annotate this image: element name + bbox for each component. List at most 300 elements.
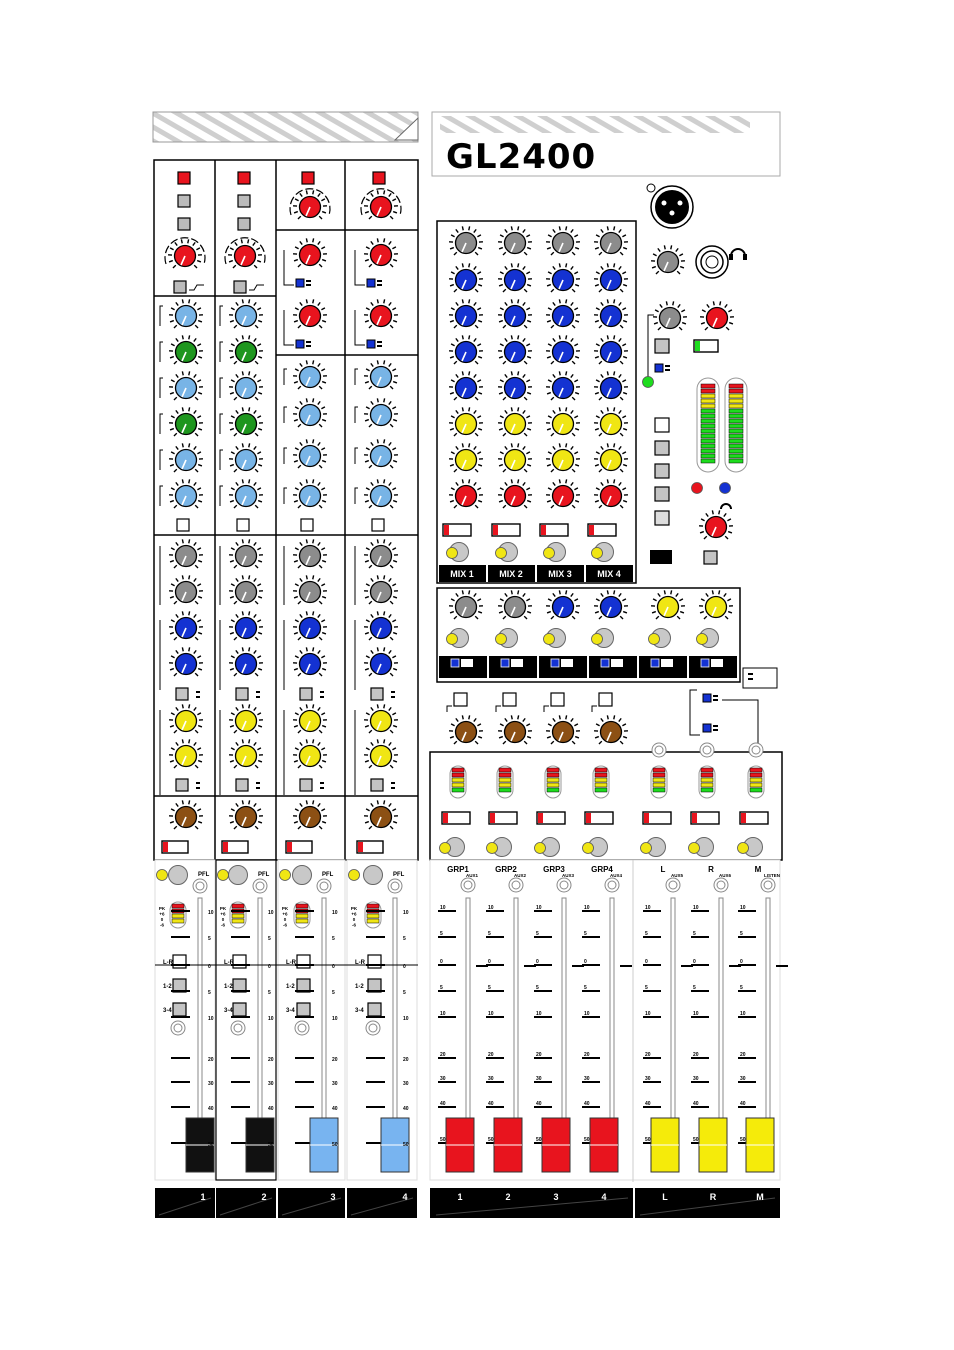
aux-master-knob-1[interactable] — [449, 590, 483, 619]
group-switch-6[interactable] — [691, 812, 719, 824]
mix3-knob-4[interactable] — [546, 335, 580, 364]
group-2-scale-label: 0 — [488, 959, 491, 965]
aux-master-route-1[interactable] — [439, 656, 487, 678]
ch3-aux-knob-1[interactable] — [293, 539, 327, 568]
phones-volume-knob[interactable] — [699, 510, 733, 539]
ch4-eq-knob-2[interactable] — [364, 398, 398, 427]
ch2-hpf-button[interactable] — [234, 281, 246, 293]
aux-master-route-2[interactable] — [489, 656, 537, 678]
ch1-eq-knob-2[interactable] — [169, 335, 203, 364]
mix1-knob-8[interactable] — [449, 479, 483, 508]
ch4-eq-in-button[interactable] — [372, 519, 384, 531]
group-4-socket — [605, 878, 619, 892]
ch4-eq-knob-4[interactable] — [364, 479, 398, 508]
ch2-eq-knob-3[interactable] — [229, 371, 263, 400]
ch1-gain-knob[interactable] — [165, 238, 205, 268]
ch4-aux-knob-5[interactable] — [364, 704, 398, 733]
group-3-scale-label: 5 — [536, 985, 539, 991]
group-led-1 — [440, 843, 451, 854]
ch2-pad-button[interactable] — [238, 195, 250, 207]
ch1-aux-knob-6[interactable] — [169, 739, 203, 768]
mix4-led — [592, 548, 603, 559]
ch1-eq-knob-3[interactable] — [169, 371, 203, 400]
mix3-knob-1[interactable] — [546, 226, 580, 255]
ch4-aux-pre-button-2[interactable] — [371, 779, 383, 791]
ch4-route-button-3[interactable] — [368, 1003, 381, 1016]
ch1-phase-button[interactable] — [178, 218, 190, 230]
ch2-scale-label: 10 — [268, 1016, 274, 1022]
mix2-led — [496, 548, 507, 559]
ch4-pfl-button[interactable] — [364, 866, 383, 885]
headphones-icon — [729, 249, 747, 260]
ch3-scale-label: 10 — [332, 910, 338, 916]
group-led-5 — [641, 843, 652, 854]
master-select-button-3[interactable] — [655, 464, 669, 478]
ch2-eq-knob-2[interactable] — [229, 335, 263, 364]
ch1-route-button-3[interactable] — [173, 1003, 186, 1016]
group-2-fader[interactable] — [494, 1118, 522, 1172]
ch4-aux-knob-4[interactable] — [364, 647, 398, 676]
aux-master-route-4[interactable] — [589, 656, 637, 678]
ch1-eq-knob-4[interactable] — [169, 407, 203, 436]
ch3-scale-label: 0 — [332, 964, 335, 970]
mix2-knob-6[interactable] — [498, 407, 532, 436]
ch3-eq-knob-4[interactable] — [293, 479, 327, 508]
ch3-label: 3 — [330, 1192, 336, 1202]
ch4-eq-knob-1[interactable] — [364, 360, 398, 389]
grp-pan-knob-1[interactable] — [449, 715, 483, 744]
ch1-mute-switch[interactable] — [162, 841, 188, 853]
ch4-aux-knob-2[interactable] — [364, 575, 398, 604]
ch3-eq-knob-3[interactable] — [293, 439, 327, 468]
aux-master-led-5 — [649, 634, 660, 645]
grp-assign-button-2[interactable] — [503, 693, 516, 706]
grp-pan-knob-4[interactable] — [594, 715, 628, 744]
ch2-aux-knob-4[interactable] — [229, 647, 263, 676]
master-select-button-1[interactable] — [655, 418, 669, 432]
ch3-scale-label: 5 — [332, 936, 335, 942]
ch4-meter — [365, 902, 381, 928]
ch3-pfl-label: PFL — [322, 872, 334, 878]
aux-master-route-5[interactable] — [639, 656, 687, 678]
group-3-scale-label: 10 — [536, 1011, 542, 1017]
mix2-switch[interactable] — [492, 524, 520, 536]
ch3-meter-label: +6 — [282, 911, 288, 917]
ch3-aux-knob-2[interactable] — [293, 575, 327, 604]
ch3-aux-pre-button-2[interactable] — [300, 779, 312, 791]
master-m-label: M — [754, 865, 762, 874]
ch3-route-button-1[interactable] — [297, 955, 310, 968]
ch4-scale-label: 50 — [403, 1142, 409, 1148]
ch2-route-button-3[interactable] — [233, 1003, 246, 1016]
ch2-aux-knob-3[interactable] — [229, 611, 263, 640]
ch3-route-label: L-R — [286, 960, 296, 966]
ch3-scale-label: 20 — [332, 1057, 338, 1063]
group-2-sub-label: AUX2 — [513, 873, 527, 878]
ch3-meter — [294, 902, 310, 928]
ch3-gain-knob-3[interactable] — [293, 299, 327, 328]
master-m-scale-label: 50 — [740, 1137, 746, 1143]
talkback-knob[interactable] — [653, 301, 687, 330]
ch4-route-label: L-R — [355, 960, 365, 966]
ch3-route-label: 1-2 — [286, 984, 295, 990]
ch3-eq-knob-1[interactable] — [293, 360, 327, 389]
ch3-meter-label: PK — [281, 906, 289, 911]
mix2-knob-1[interactable] — [498, 226, 532, 255]
mix2-knob-7[interactable] — [498, 443, 532, 472]
group-4-scale-label: 5 — [584, 985, 587, 991]
ch4-eq-knob-3[interactable] — [364, 439, 398, 468]
ch4-pan-knob[interactable] — [364, 800, 398, 829]
ch3-meter-label: -6 — [282, 922, 288, 928]
ch4-phantom-button[interactable] — [373, 172, 385, 184]
group-led-2 — [487, 843, 498, 854]
ch2-eq-knob-4[interactable] — [229, 407, 263, 436]
group-1-socket — [461, 878, 475, 892]
ch4-scale-label: 0 — [403, 964, 406, 970]
aux-master-route-3[interactable] — [539, 656, 587, 678]
master-r-scale-label: 20 — [693, 1052, 699, 1058]
ch3-route-button-3[interactable] — [297, 1003, 310, 1016]
aux-master-led-6 — [697, 634, 708, 645]
ch1-meter-label: -6 — [159, 922, 165, 928]
ch1-scale-label: 10 — [208, 910, 214, 916]
mix3-switch[interactable] — [540, 524, 568, 536]
mix1-knob-4[interactable] — [449, 335, 483, 364]
group-led-4 — [583, 843, 594, 854]
mix1-knob-7[interactable] — [449, 443, 483, 472]
mix1-led — [447, 548, 458, 559]
mix2-knob-2[interactable] — [498, 263, 532, 292]
ch1-eq-knob-5[interactable] — [169, 443, 203, 472]
ch4-gain-knob-2[interactable] — [364, 238, 398, 267]
mix3-knob-8[interactable] — [546, 479, 580, 508]
ch2-route-button-1[interactable] — [233, 955, 246, 968]
master-l-label: L — [660, 865, 666, 874]
mix4-knob-7[interactable] — [594, 443, 628, 472]
ch3-pfl-button[interactable] — [293, 866, 312, 885]
group-1-scale-label: 20 — [440, 1052, 446, 1058]
group-1-scale-label: 10 — [440, 1011, 446, 1017]
headphone-jack[interactable] — [696, 246, 728, 278]
grp-assign-button-1[interactable] — [454, 693, 467, 706]
group-1-fader[interactable] — [446, 1118, 474, 1172]
master-insert-2 — [700, 743, 714, 757]
ch3-mode-switch-2[interactable] — [296, 340, 311, 348]
master-l-scale-label: 50 — [645, 1137, 651, 1143]
ch2-gain-knob[interactable] — [225, 238, 265, 268]
mix2-knob-5[interactable] — [498, 371, 532, 400]
xlr-output-socket — [647, 184, 693, 228]
model-name: GL2400 — [446, 137, 597, 177]
group-meter-1 — [450, 766, 466, 798]
aux-master-led-2 — [496, 634, 507, 645]
ch4-gain-knob-3[interactable] — [364, 299, 398, 328]
ch1-aux-pre-button[interactable] — [176, 688, 188, 700]
ch1-aux-knob-1[interactable] — [169, 539, 203, 568]
ch1-scale-label: 5 — [208, 990, 211, 996]
ch4-route-label: 1-2 — [355, 984, 364, 990]
grp-assign-button-4[interactable] — [599, 693, 612, 706]
group-bottom-label: 3 — [553, 1192, 559, 1202]
ch2-aux-knob-6[interactable] — [229, 739, 263, 768]
mix1-knob-3[interactable] — [449, 299, 483, 328]
master-r-fader[interactable] — [699, 1118, 727, 1172]
mix1-knob-2[interactable] — [449, 263, 483, 292]
group-3-socket — [557, 878, 571, 892]
ch2-aux-knob-1[interactable] — [229, 539, 263, 568]
group-4-scale-label: 0 — [584, 959, 587, 965]
master-select-button-4[interactable] — [655, 487, 669, 501]
ch3-gain-knob[interactable] — [290, 189, 330, 219]
mix4-knob-2[interactable] — [594, 263, 628, 292]
grp-assign-button-3[interactable] — [551, 693, 564, 706]
ch1-aux-knob-2[interactable] — [169, 575, 203, 604]
ch3-aux-knob-4[interactable] — [293, 647, 327, 676]
ch2-pfl-button[interactable] — [229, 866, 248, 885]
group-switch-4[interactable] — [585, 812, 613, 824]
group-2-socket — [509, 878, 523, 892]
ch1-eq-in-button[interactable] — [177, 519, 189, 531]
master-l-scale-label: 10 — [645, 1011, 651, 1017]
aux-master-knob-5[interactable] — [651, 590, 685, 619]
aux-master-knob-3[interactable] — [546, 590, 580, 619]
group-4-scale-label: 50 — [584, 1137, 590, 1143]
group-1-scale-label: 10 — [440, 905, 446, 911]
ch2-eq-in-button[interactable] — [237, 519, 249, 531]
mix1-knob-1[interactable] — [449, 226, 483, 255]
ch3-scale-label: 50 — [332, 1142, 338, 1148]
ch1-pan-knob[interactable] — [169, 800, 203, 829]
mix4-knob-5[interactable] — [594, 371, 628, 400]
ch2-scale-label: 5 — [268, 990, 271, 996]
group-led-6 — [689, 843, 700, 854]
group-4-scale-label: 20 — [584, 1052, 590, 1058]
ch3-route-label: 3-4 — [286, 1008, 295, 1014]
master-r-label: R — [708, 865, 714, 874]
aux-master-knob-2[interactable] — [498, 590, 532, 619]
ch4-scale-label: 5 — [403, 936, 406, 942]
power-led — [643, 377, 654, 388]
ch2-eq-knob-5[interactable] — [229, 443, 263, 472]
ch1-pfl-button[interactable] — [169, 866, 188, 885]
ch1-pfl-label: PFL — [198, 872, 210, 878]
group-1-scale-label: 5 — [440, 985, 443, 991]
group-2-scale-label: 10 — [488, 905, 494, 911]
ch2-route-label: 3-4 — [224, 1008, 233, 1014]
ch3-scale-label: 30 — [332, 1081, 338, 1087]
ch3-aux-pre-button[interactable] — [300, 688, 312, 700]
ch4-aux-knob-3[interactable] — [364, 611, 398, 640]
left-banner — [153, 112, 418, 142]
mix1-knob-5[interactable] — [449, 371, 483, 400]
group-switch-3[interactable] — [537, 812, 565, 824]
listen-button[interactable] — [704, 551, 717, 564]
aux-master-route-6[interactable] — [689, 656, 737, 678]
master-r-scale-label: 0 — [693, 959, 696, 965]
ch3-aux-knob-3[interactable] — [293, 611, 327, 640]
ch2-label: 2 — [261, 1192, 267, 1202]
left-peak-led — [692, 483, 703, 494]
talkback-route[interactable] — [655, 364, 670, 372]
ch4-route-button-1[interactable] — [368, 955, 381, 968]
ch1-route-button-1[interactable] — [173, 955, 186, 968]
ch1-aux-knob-5[interactable] — [169, 704, 203, 733]
ch1-aux-knob-4[interactable] — [169, 647, 203, 676]
ch1-fader-bottom-socket — [171, 1021, 185, 1035]
group-switch-1[interactable] — [442, 812, 470, 824]
mix4-knob-4[interactable] — [594, 335, 628, 364]
ch1-aux-pre-button-2[interactable] — [176, 779, 188, 791]
ch2-pan-knob[interactable] — [229, 800, 263, 829]
ch3-gain-knob-2[interactable] — [293, 238, 327, 267]
master-l-fader[interactable] — [651, 1118, 679, 1172]
master-select-button-2[interactable] — [655, 441, 669, 455]
ch2-phase-button[interactable] — [238, 218, 250, 230]
ch3-mode-switch-1[interactable] — [296, 279, 311, 287]
mix3-knob-5[interactable] — [546, 371, 580, 400]
ch4-aux-pre-button[interactable] — [371, 688, 383, 700]
mono-button[interactable] — [650, 550, 672, 564]
ch2-aux-knob-5[interactable] — [229, 704, 263, 733]
master-bottom-label: R — [709, 1192, 717, 1202]
ch4-mode-switch-2[interactable] — [367, 340, 382, 348]
ch2-mute-switch[interactable] — [222, 841, 248, 853]
power-switch[interactable] — [694, 340, 718, 352]
ch2-aux-pre-button-2[interactable] — [236, 779, 248, 791]
ch1-scale-label: 30 — [208, 1081, 214, 1087]
group-3-fader[interactable] — [542, 1118, 570, 1172]
group-4-scale-label: 10 — [584, 1011, 590, 1017]
master-meter-left — [697, 378, 719, 472]
grp-pan-knob-3[interactable] — [546, 715, 580, 744]
ch1-eq-knob-1[interactable] — [169, 299, 203, 328]
header-panel — [432, 112, 780, 177]
mix4-knob-6[interactable] — [594, 407, 628, 436]
master-level-knob[interactable] — [700, 301, 734, 330]
ch2-meter-label: 0 — [221, 917, 225, 922]
group-2-scale-label: 50 — [488, 1137, 494, 1143]
ch2-meter — [230, 902, 246, 928]
ch1-scale-label: 10 — [208, 1016, 214, 1022]
phones-level-knob[interactable] — [651, 245, 685, 274]
ch4-scale-label: 30 — [403, 1081, 409, 1087]
grp-pan-knob-2[interactable] — [498, 715, 532, 744]
mix2-knob-3[interactable] — [498, 299, 532, 328]
group-2-scale-label: 40 — [488, 1101, 494, 1107]
mix3-knob-6[interactable] — [546, 407, 580, 436]
master-r-scale-label: 5 — [693, 985, 696, 991]
ch4-mode-switch-1[interactable] — [367, 279, 382, 287]
group-3-label: GRP3 — [543, 865, 565, 874]
master-select-button-5[interactable] — [655, 511, 669, 525]
mix3-knob-2[interactable] — [546, 263, 580, 292]
ch2-aux-knob-2[interactable] — [229, 575, 263, 604]
ch2-route-label: L-R — [224, 960, 234, 966]
ch3-mute-switch[interactable] — [286, 841, 312, 853]
ch1-eq-knob-6[interactable] — [169, 479, 203, 508]
ch3-eq-in-button[interactable] — [301, 519, 313, 531]
ch1-scale-label: 0 — [208, 964, 211, 970]
group-led-7 — [738, 843, 749, 854]
mix-tab-label: MIX 1 — [450, 569, 474, 579]
aux-master-led-3 — [544, 634, 555, 645]
ch4-fader-top-socket — [388, 879, 402, 893]
group-4-scale-label: 40 — [584, 1101, 590, 1107]
ch2-scale-label: 10 — [268, 910, 274, 916]
ch2-aux-pre-button[interactable] — [236, 688, 248, 700]
mix4-switch[interactable] — [588, 524, 616, 536]
mix2-knob-8[interactable] — [498, 479, 532, 508]
mix1-knob-6[interactable] — [449, 407, 483, 436]
ch3-aux-knob-5[interactable] — [293, 704, 327, 733]
master-m-fader[interactable] — [746, 1118, 774, 1172]
ch4-aux-knob-6[interactable] — [364, 739, 398, 768]
ch4-gain-knob[interactable] — [361, 189, 401, 219]
listen-switch-1[interactable] — [703, 694, 718, 702]
mix3-knob-7[interactable] — [546, 443, 580, 472]
ch2-phantom-button[interactable] — [238, 172, 250, 184]
master-r-scale-label: 40 — [693, 1101, 699, 1107]
ch1-phantom-button[interactable] — [178, 172, 190, 184]
mix3-knob-3[interactable] — [546, 299, 580, 328]
group-switch-5[interactable] — [643, 812, 671, 824]
ch2-meter-label: PK — [219, 906, 227, 911]
ch1-hpf-button[interactable] — [174, 281, 186, 293]
ch3-pan-knob[interactable] — [293, 800, 327, 829]
mix4-knob-1[interactable] — [594, 226, 628, 255]
group-2-scale-label: 10 — [488, 1011, 494, 1017]
mix2-knob-4[interactable] — [498, 335, 532, 364]
listen-switch-2[interactable] — [703, 724, 718, 732]
aux-master-led-1 — [447, 634, 458, 645]
master-l-scale-label: 5 — [645, 985, 648, 991]
master-r-scale-label: 30 — [693, 1076, 699, 1082]
ch4-aux-knob-1[interactable] — [364, 539, 398, 568]
ch3-aux-knob-6[interactable] — [293, 739, 327, 768]
group-4-fader[interactable] — [590, 1118, 618, 1172]
ch1-pad-button[interactable] — [178, 195, 190, 207]
ch4-mute-switch[interactable] — [357, 841, 383, 853]
group-bottom-label: 2 — [505, 1192, 511, 1202]
group-4-label: GRP4 — [591, 865, 613, 874]
mix4-knob-8[interactable] — [594, 479, 628, 508]
ch3-phantom-button[interactable] — [302, 172, 314, 184]
group-switch-7[interactable] — [740, 812, 768, 824]
group-meter-6 — [699, 766, 715, 798]
group-bottom-label: 1 — [457, 1192, 463, 1202]
group-4-scale-label: 30 — [584, 1076, 590, 1082]
ch2-eq-knob-1[interactable] — [229, 299, 263, 328]
mix1-switch[interactable] — [443, 524, 471, 536]
group-2-label: GRP2 — [495, 865, 517, 874]
group-meter-4 — [593, 766, 609, 798]
ch2-eq-knob-6[interactable] — [229, 479, 263, 508]
group-switch-2[interactable] — [489, 812, 517, 824]
master-l-sub-label: AUX5 — [670, 873, 684, 878]
ch3-eq-knob-2[interactable] — [293, 398, 327, 427]
group-1-scale-label: 40 — [440, 1101, 446, 1107]
aux-master-knob-6[interactable] — [699, 590, 733, 619]
mix3-led — [544, 548, 555, 559]
talkback-button[interactable] — [655, 339, 669, 353]
ch1-aux-knob-3[interactable] — [169, 611, 203, 640]
master-insert-1 — [652, 743, 666, 757]
aux-master-knob-4[interactable] — [594, 590, 628, 619]
mix4-knob-3[interactable] — [594, 299, 628, 328]
ch1-route-label: 3-4 — [163, 1008, 172, 1014]
master-m-sub-label: LISTEN — [763, 873, 781, 878]
